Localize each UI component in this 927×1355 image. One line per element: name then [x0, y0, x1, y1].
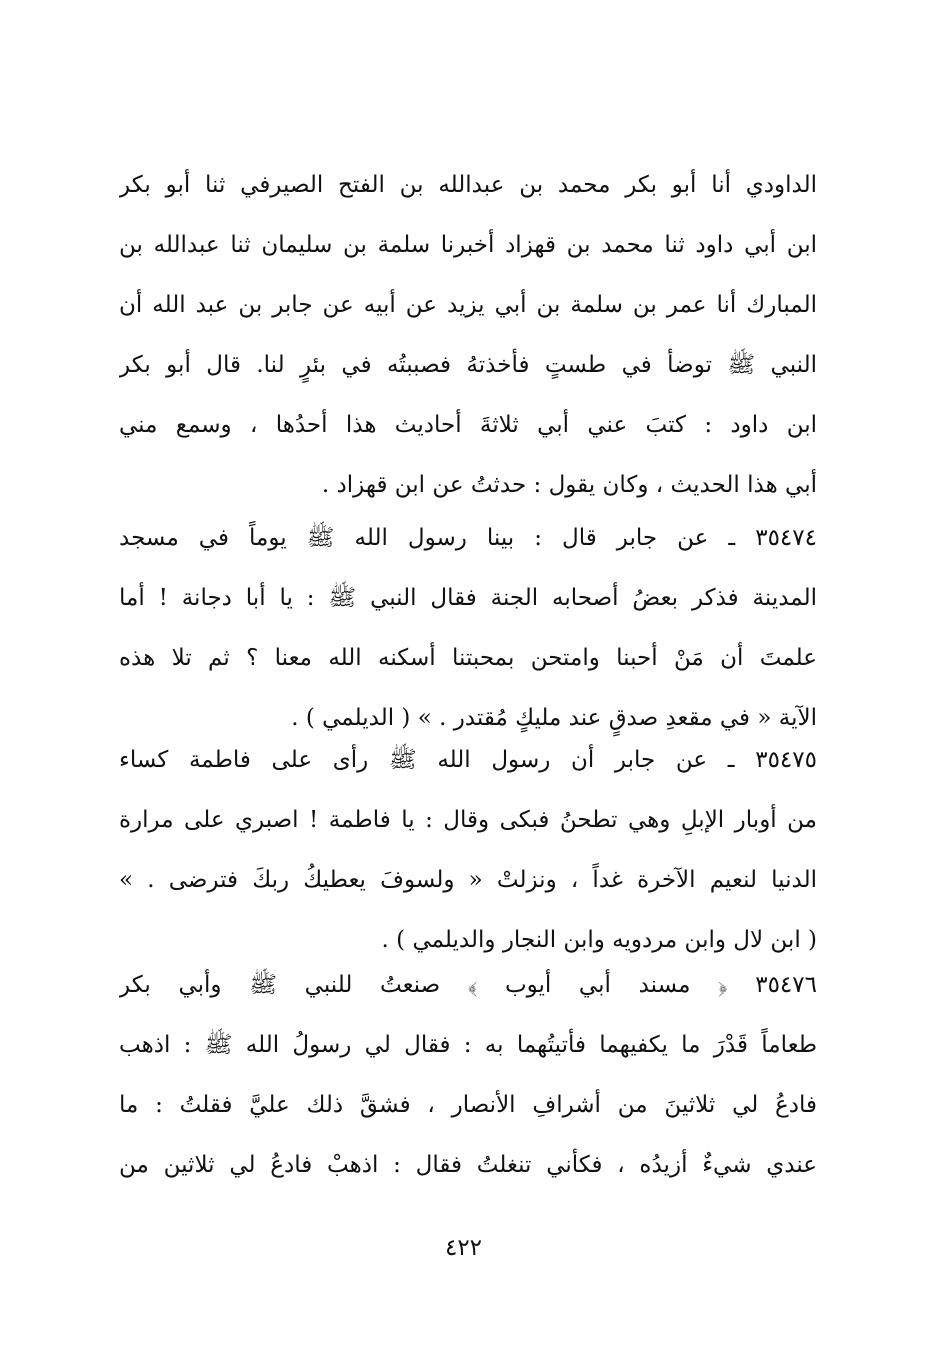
text-line: ابن داود : كتبَ عني أبي ثلاثةَ أحاديث هذا أحدُها ، وسمع مني — [119, 412, 817, 438]
text-line: عندي شيءٌ أزيدُه ، فكأني تنغلتُ فقال : اذهبْ فادعُ لي ثلاثين من — [119, 1152, 817, 1178]
text-line: ( ابن لال وابن مردويه وابن النجار والديلمي ) . — [381, 927, 817, 953]
text-line: ٣٥٤٧٥ ـ عن جابر أن رسول الله ﷺ رأى على فاطمة كساء — [119, 747, 817, 773]
page-number: ٤٢٢ — [444, 1235, 483, 1261]
text-line: الداودي أنا أبو بكر محمد بن عبدالله بن الفتح الصيرفي ثنا أبو بكر — [119, 172, 817, 198]
text-line: ٣٥٤٧٦ ﴿ مسند أبي أيوب ﴾ صنعتُ للنبي ﷺ وأبي بكر — [119, 972, 817, 998]
paragraph-hadith-35476 — [119, 955, 817, 1195]
text-line: المدينة فذكر بعضُ أصحابه الجنة فقال النبي ﷺ : يا أبا دجانة ! أما — [119, 585, 817, 611]
text-line: الآية « في مقعدِ صدقٍ عند مليكٍ مُقتدر . » ( الديلمي ) . — [291, 705, 817, 731]
paragraph-hadith-35475 — [119, 730, 817, 970]
text-line: أبي هذا الحديث ، وكان يقول : حدثتُ عن ابن قهزاد . — [321, 472, 817, 498]
paragraph-isnad-continuation — [119, 155, 817, 515]
text-line: فادعُ لي ثلاثينَ من أشرافِ الأنصار ، فشقَّ ذلك عليَّ فقلتُ : ما — [119, 1092, 817, 1118]
paragraph-hadith-35474 — [119, 508, 817, 748]
text-line: علمتَ أن مَنْ أحبنا وامتحن بمحبتنا أسكنه الله معنا ؟ ثم تلا هذه — [119, 645, 817, 671]
text-line: طعاماً قَدْرَ ما يكفيهما فأتيتُهما به : فقال لي رسولُ الله ﷺ : اذهب — [119, 1032, 817, 1058]
text-line: ٣٥٤٧٤ ـ عن جابر قال : بينا رسول الله ﷺ يوماً في مسجد — [119, 525, 817, 551]
text-line: المبارك أنا عمر بن سلمة بن أبي يزيد عن أبيه عن جابر بن عبد الله أن — [119, 292, 817, 318]
text-line: ابن أبي داود ثنا محمد بن قهزاد أخبرنا سلمة بن سليمان ثنا عبدالله بن — [119, 232, 817, 258]
text-line: الدنيا لنعيم الآخرة غداً ، ونزلتْ « ولسوفَ يعطيكُ ربكَ فترضى . » — [119, 867, 817, 893]
text-line: من أوبار الإبلِ وهي تطحنُ فبكى وقال : يا فاطمة ! اصبري على مرارة — [119, 807, 817, 833]
text-line: النبي ﷺ توضأ في طستٍ فأخذتهُ فصببتُه في بئرٍ لنا. قال أبو بكر — [119, 352, 817, 378]
